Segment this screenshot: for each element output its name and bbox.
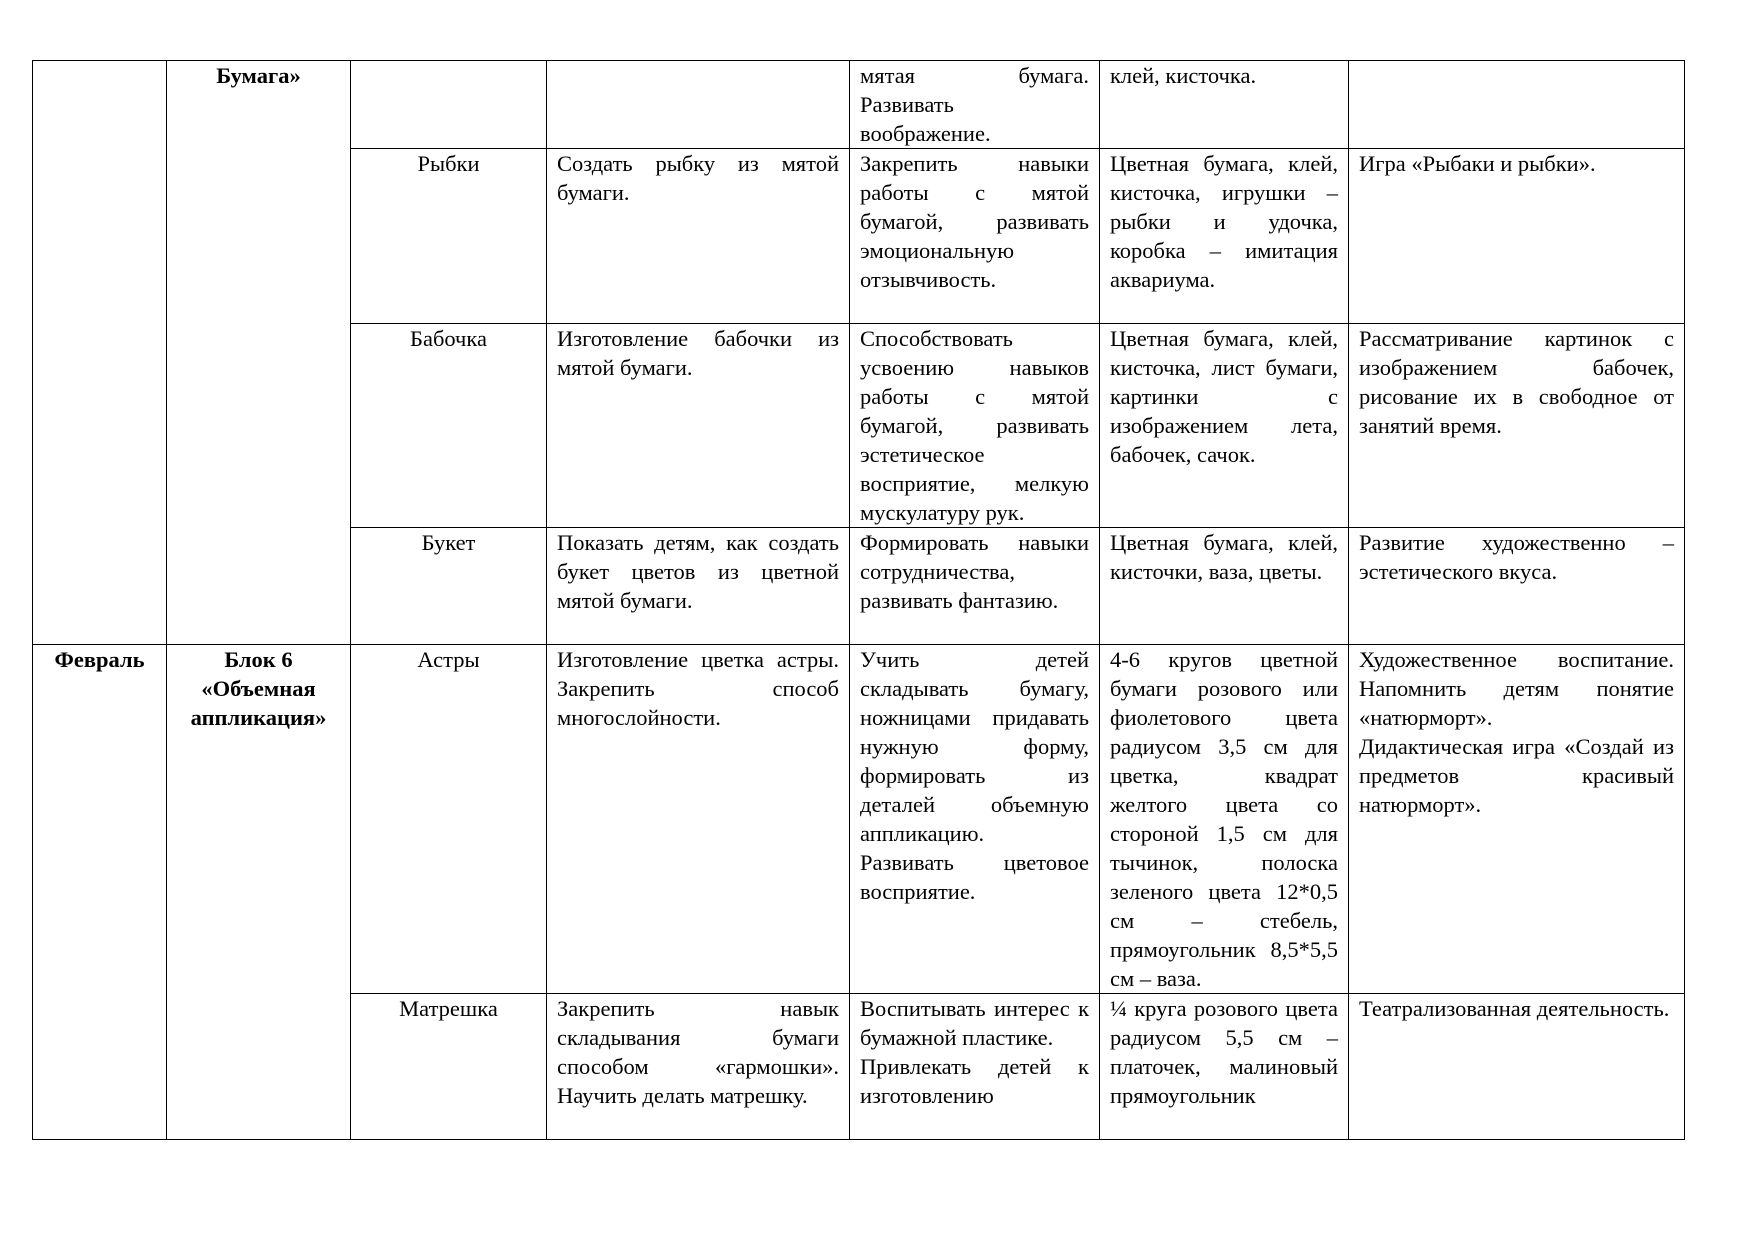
month-label: Февраль — [54, 647, 145, 672]
tasks-paragraph: Привлекать детей к изготовлению — [860, 1054, 1089, 1108]
tasks-paragraph: Развивать цветовое восприятие. — [860, 850, 1089, 904]
month-cell — [33, 61, 167, 645]
topic-cell: Матрешка — [351, 994, 547, 1140]
block-number: Блок 6 — [224, 647, 293, 672]
work-cell: Игра «Рыбаки и рыбки». — [1349, 149, 1685, 324]
tasks-paragraph: Учить детей складывать бумагу, ножницами придавать нужную форму, формировать из деталей объемную аппликацию. — [860, 647, 1089, 846]
work-cell — [1349, 645, 1685, 994]
block-cell — [167, 645, 351, 1140]
tasks-cell: Закрепить навыки работы с мятой бумагой, развивать эмоциональную отзывчивость. — [850, 149, 1100, 324]
work-cell: Театрализованная деятельность. — [1349, 994, 1685, 1140]
topic-cell: Астры — [351, 645, 547, 994]
materials-cell: 4-6 кругов цветной бумаги розового или фиолетового цвета радиусом 3,5 см для цветка, квадрат желтого цвета со стороной 1,5 см для тычинок, полоска зеленого цвета 12*0,5 см – стебель, прямоугольник 8,5*5,5 см – ваза. — [1100, 645, 1349, 994]
goal-cell: Создать рыбку из мятой бумаги. — [547, 149, 850, 324]
table-row — [33, 61, 1685, 149]
work-cell — [1349, 61, 1685, 149]
work-paragraph: Художественное воспитание. Напомнить детям понятие «натюрморт». — [1359, 647, 1674, 730]
topic-cell — [351, 61, 547, 149]
goal-cell: Изготовление бабочки из мятой бумаги. — [547, 324, 850, 528]
goal-cell: Изготовление цветка астры. Закрепить способ многослойности. — [547, 645, 850, 994]
topic-cell: Рыбки — [351, 149, 547, 324]
materials-cell: Цветная бумага, клей, кисточка, лист бумаги, картинки с изображением лета, бабочек, сачок. — [1100, 324, 1349, 528]
table-row — [33, 645, 1685, 994]
topic-cell: Бабочка — [351, 324, 547, 528]
tasks-cell — [850, 645, 1100, 994]
materials-cell: Цветная бумага, клей, кисточка, игрушки – рыбки и удочка, коробка – имитация аквариума. — [1100, 149, 1349, 324]
block-cell — [167, 61, 351, 645]
goal-cell: Закрепить навык складывания бумаги способом «гармошки». Научить делать матрешку. — [547, 994, 850, 1140]
tasks-cell: Способствовать усвоению навыков работы с мятой бумагой, развивать эстетическое восприятие, мелкую мускулатуру рук. — [850, 324, 1100, 528]
materials-cell: ¼ круга розового цвета радиусом 5,5 см – платочек, малиновый прямоугольник — [1100, 994, 1349, 1140]
tasks-cell — [850, 994, 1100, 1140]
work-cell: Рассматривание картинок с изображением бабочек, рисование их в свободное от занятий время. — [1349, 324, 1685, 528]
topic-cell: Букет — [351, 528, 547, 645]
materials-cell: клей, кисточка. — [1100, 61, 1349, 149]
tasks-paragraph: Воспитывать интерес к бумажной пластике. — [860, 996, 1089, 1050]
goal-cell: Показать детям, как создать букет цветов из цветной мятой бумаги. — [547, 528, 850, 645]
block-title-tail: Бумага» — [216, 63, 301, 88]
month-cell — [33, 645, 167, 1140]
block-title: «Объемная аппликация» — [190, 676, 327, 730]
work-cell: Развитие художественно – эстетического вкуса. — [1349, 528, 1685, 645]
work-paragraph: Дидактическая игра «Создай из предметов красивый натюрморт». — [1359, 734, 1674, 817]
lesson-plan-table — [32, 60, 1685, 1140]
tasks-cell: Формировать навыки сотрудничества, развивать фантазию. — [850, 528, 1100, 645]
materials-cell: Цветная бумага, клей, кисточки, ваза, цветы. — [1100, 528, 1349, 645]
goal-cell — [547, 61, 850, 149]
tasks-cell: мятая бумага. Развивать воображение. — [850, 61, 1100, 149]
